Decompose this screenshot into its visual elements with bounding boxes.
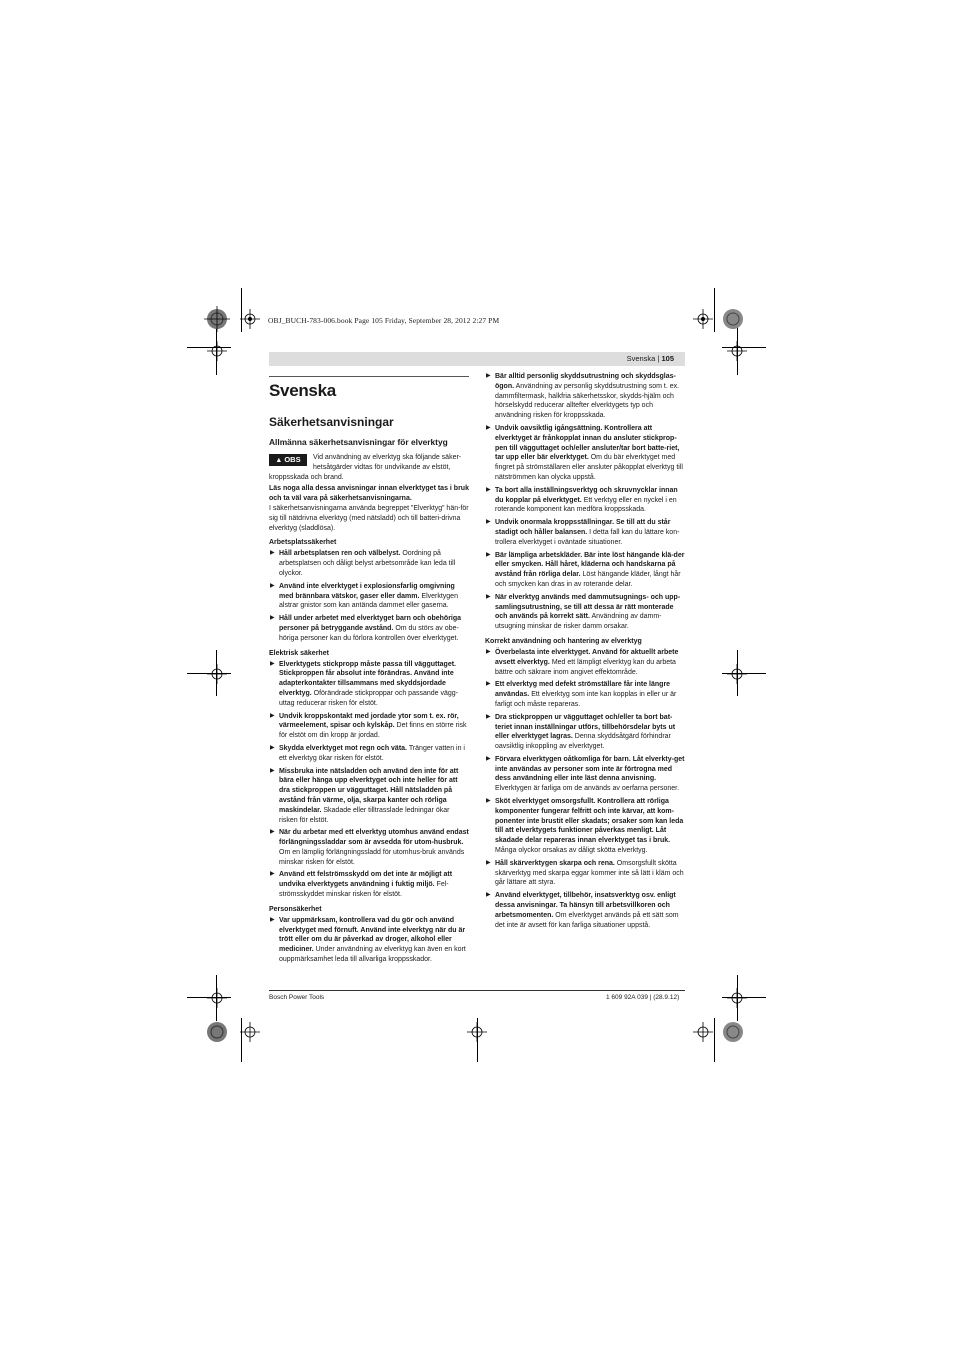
bullet-normal: Oförändrade stickproppar och passande vägg-uttag reducerar risken för elstöt. xyxy=(279,689,458,707)
bullet-text xyxy=(495,372,685,421)
bullet-bold: Använd elverktyget, tillbehör, insatsverktyg osv. enligt dessa anvisningar. Ta hänsyn till arbetsvillkoren och arbetsmomenten. xyxy=(495,892,676,919)
registration-crosshair-icon xyxy=(727,988,747,1008)
bullet-normal: Många olyckor orsakas av dåligt skötta elverktyg. xyxy=(495,847,648,855)
warning-text: Vid användning av elverktyg ska följande säker-hetsåtgärder vidtas för undvikande av elstöt, kroppsskada och brand. xyxy=(269,454,462,481)
bullet-bold: Förvara elverktygen oåtkomliga för barn. Låt elverkty-get inte användas av personer som inte är förtrogna med dess användning eller inte läst denna anvisning. xyxy=(495,755,685,783)
bullet-item xyxy=(269,614,469,643)
bullet-item xyxy=(485,518,685,547)
bullet-bold: Dra stickproppen ur vägguttaget och/eller ta bort bat-teriet innan inställningar utförs, tillbehörsdelar byts ut eller elverktyget lagras. xyxy=(495,713,676,741)
bullet-normal: Användning av personlig skyddsutrustning som t. ex. dammfiltermask, halkfria säkerhetsskor, skydds-hjälm och hörselskydd reducerar alltefter elverktygets typ och användning risken för kroppsskada. xyxy=(495,382,680,420)
section-title: Säkerhetsanvisningar xyxy=(269,415,394,429)
registration-crosshair-icon xyxy=(727,341,747,361)
bullet-arrow-icon: ▶ xyxy=(486,859,491,866)
bullet-arrow-icon: ▶ xyxy=(270,916,275,923)
bullet-arrow-icon: ▶ xyxy=(270,744,275,751)
registration-target-icon xyxy=(204,306,230,332)
bullet-arrow-icon: ▶ xyxy=(486,713,491,720)
footer-brand: Bosch Power Tools xyxy=(269,994,325,1001)
bullet-arrow-icon: ▶ xyxy=(270,550,275,557)
bullet-item xyxy=(485,755,685,794)
bullet-bold: Ett elverktyg med defekt strömställare får inte längre användas. xyxy=(495,681,671,699)
bullet-arrow-icon: ▶ xyxy=(270,871,275,878)
bullet-arrow-icon: ▶ xyxy=(486,648,491,655)
warning-block xyxy=(269,453,469,482)
bullet-text xyxy=(495,486,685,515)
bullet-bold: Undvik oavsiktlig igångsättning. Kontrollera att elverktyget är frånkopplat innan du ansluter stickprop-pen till vägguttaget och/eller ansluter/tar bort batte-riet, tar upp eller bär elverktyget. xyxy=(495,424,680,462)
bullet-bold: Undvik onormala kroppsställningar. Se till att du står stadigt och håller balansen. xyxy=(495,519,671,536)
bullet-item xyxy=(485,859,685,888)
print-info-line: OBJ_BUCH-783-006.book Page 105 Friday, September 28, 2012 2:27 PM xyxy=(268,316,500,325)
bullet-bold: Sköt elverktyget omsorgsfullt. Kontrollera att rörliga komponenter fungerar felfritt och inte kärvar, att kom-ponenter inte brustit eller skadats; orsaker som kan leda till att elverktygets funktioner påverkas menligt. Låt skadade delar repareras innan elverktyget tas i bruk. xyxy=(495,798,684,845)
bullet-bold: Missbruka inte nätsladden och använd den inte för att bära eller hänga upp elverktyget och inte heller för att dra stickproppen ur vägguttaget. Håll nätsladden på avstånd från värme, olja, skarpa kanter och rörliga maskindelar. xyxy=(279,767,459,814)
bullet-bold: Var uppmärksam, kontrollera vad du gör och använd elverktyget med förnuft. Använd inte elverktyg när du är trött eller om du är påverkad av droger, alkohol eller mediciner. xyxy=(279,916,466,954)
header-separator: | xyxy=(655,354,662,363)
registration-crosshair-icon xyxy=(727,664,747,684)
bullet-text xyxy=(495,891,685,930)
bullet-bold: Håll under arbetet med elverktyget barn och obehöriga personer på betryggande avstånd. xyxy=(279,615,462,632)
bullet-bold: Använd ett felströmsskydd om det inte är möjligt att undvika elverktygets användning i fuktig miljö. xyxy=(279,871,453,889)
bullet-item xyxy=(485,486,685,515)
bullet-text xyxy=(495,797,685,856)
bullet-normal: Löst hängande kläder, långt hår och smycken kan dras in av roterande delar. xyxy=(495,571,681,588)
bullet-item xyxy=(269,549,469,578)
registration-crosshair-icon xyxy=(207,664,227,684)
bullet-normal: Fel-strömsskyddet minskar risken för elstöt. xyxy=(279,881,449,899)
subheading: Personsäkerhet xyxy=(269,905,322,913)
registration-crosshair-icon xyxy=(207,988,227,1008)
bullet-normal: I detta fall kan du lättare kon-trollera elverktyget i oväntade situationer. xyxy=(495,528,680,546)
warning-triangle-icon: ▲ xyxy=(275,457,283,464)
bullet-normal: Elverktygen alstrar gnistor som kan antända dammet eller gaserna. xyxy=(279,592,458,610)
bullet-arrow-icon: ▶ xyxy=(486,486,491,493)
registration-crosshair-icon xyxy=(207,341,227,361)
bullet-text xyxy=(495,593,685,632)
registration-crosshair-icon xyxy=(467,1022,487,1042)
bullet-item xyxy=(485,680,685,709)
bullet-text xyxy=(495,648,685,677)
page-title: Svenska xyxy=(269,381,336,400)
bullet-text xyxy=(495,859,685,888)
bullet-arrow-icon: ▶ xyxy=(270,615,275,622)
bullet-normal: Elverktygen är farliga om de används av oerfarna personer. xyxy=(495,785,680,793)
bullet-arrow-icon: ▶ xyxy=(270,829,275,836)
bullet-text xyxy=(495,551,685,590)
bullet-arrow-icon: ▶ xyxy=(270,712,275,719)
right-sections xyxy=(485,372,685,930)
bullet-bold: Använd inte elverktyget i explosionsfarlig omgivning med brännbara vätskor, gaser eller damm. xyxy=(279,582,455,600)
bullet-normal: Ett verktyg eller en nyckel i en roterande komponent kan medföra kroppsskada. xyxy=(495,496,677,514)
header-bar xyxy=(269,352,685,366)
bullet-arrow-icon: ▶ xyxy=(486,755,491,762)
bullet-text xyxy=(279,549,469,578)
bullet-text xyxy=(279,744,469,764)
bullet-arrow-icon: ▶ xyxy=(486,892,491,899)
bullet-arrow-icon: ▶ xyxy=(270,582,275,589)
intro-bold: Läs noga alla dessa anvisningar innan elverktyget tas i bruk och ta väl vara på säkerhetsanvisningarna. xyxy=(269,485,469,503)
bullet-text xyxy=(495,713,685,752)
bullet-text xyxy=(495,755,685,794)
bullet-text xyxy=(495,518,685,547)
subheading: Korrekt användning och hantering av elverktyg xyxy=(485,637,642,645)
bullet-bold: Håll arbetsplatsen ren och välbelyst. xyxy=(279,550,401,558)
bullet-arrow-icon: ▶ xyxy=(270,767,275,774)
bullet-normal: Ett elverktyg som inte kan kopplas in eller ur är farligt och måste repareras. xyxy=(495,691,677,708)
bullet-normal: Om du bär elverktyget med fingret på strömställaren eller ansluter påkopplat elverktyg till nätströmmen kan olycka uppstå. xyxy=(495,454,683,481)
registration-crosshair-icon xyxy=(693,309,713,329)
bullet-item xyxy=(485,372,685,421)
intro-text: I säkerhetsanvisningarna använda begreppet ”Elverktyg” hän-för sig till nätdrivna elverktyg (med nätsladd) och till batteri-drivna elverktyg (sladdlösa). xyxy=(269,504,469,532)
bullet-arrow-icon: ▶ xyxy=(486,424,491,431)
registration-crosshair-icon xyxy=(693,1022,713,1042)
bullet-bold: Ta bort alla inställningsverktyg och skruvnycklar innan du kopplar på elverktyget. xyxy=(495,486,678,504)
bullet-item xyxy=(485,713,685,752)
registration-target-icon xyxy=(720,1019,746,1045)
bullet-arrow-icon: ▶ xyxy=(486,551,491,558)
subheading: Elektrisk säkerhet xyxy=(269,649,329,657)
bullet-item xyxy=(269,582,469,611)
bullet-item xyxy=(485,797,685,856)
registration-crosshair-icon xyxy=(240,309,260,329)
bullet-bold: Överbelasta inte elverktyget. Använd för aktuellt arbete avsett elverktyg. xyxy=(495,648,679,666)
bullet-bold: Elverktygets stickpropp måste passa till vägguttaget. Stickproppen får absolut inte förändras. Använd inte adapterkontakter tillsammans med skyddsjordade elverktyg. xyxy=(279,660,457,697)
page-header xyxy=(627,354,674,363)
bullet-item xyxy=(485,424,685,483)
bullet-normal: Om en lämplig förlängningssladd för utomhus-bruk används minskar risken för elstöt. xyxy=(279,848,465,866)
bullet-normal: Oordning på arbetsplatsen och dåligt belyst arbetsområde kan leda till olyckor. xyxy=(279,550,456,577)
bullet-arrow-icon: ▶ xyxy=(486,373,491,379)
bullet-text xyxy=(279,916,469,965)
bullet-normal: Om du störs av obe-höriga personer kan du förlora kontrollen över elverktyget. xyxy=(279,624,459,642)
header-language: Svenska xyxy=(626,354,656,363)
bullet-bold: Undvik kroppskontakt med jordade ytor som t. ex. rör, värmeelement, spisar och kylskåp. xyxy=(279,712,459,730)
bullet-item xyxy=(269,870,469,899)
subheading: Arbetsplatssäkerhet xyxy=(269,539,337,547)
bullet-item xyxy=(269,660,469,709)
bullet-normal: Tränger vatten in i ett elverktyg ökar risken för elstöt. xyxy=(279,744,465,762)
page-number: 105 xyxy=(661,354,674,363)
bullet-text xyxy=(279,614,469,643)
footer-doc-number: 1 609 92A 039 | (28.9.12) xyxy=(606,994,680,1001)
bullet-bold: När elverktyg används med dammutsugnings- och upp-samlingsutrustning, se till att dessa är rätt monterade och används på korrekt sätt. xyxy=(495,593,681,621)
bullet-bold: Bär lämpliga arbetskläder. Bär inte löst hängande klä-der eller smycken. Håll håret, kläderna och handskarna på avstånd från rörliga delar. xyxy=(495,551,685,579)
bullet-bold: Skydda elverktyget mot regn och väta. xyxy=(279,744,407,752)
bullet-item xyxy=(485,648,685,677)
bullet-bold: Håll skärverktygen skarpa och rena. xyxy=(495,859,615,867)
registration-target-icon xyxy=(204,1019,230,1045)
bullet-arrow-icon: ▶ xyxy=(486,798,491,805)
bullet-bold: Bär alltid personlig skyddsutrustning och skyddsglas-ögon. xyxy=(495,373,676,390)
bullet-item xyxy=(269,712,469,741)
registration-target-icon xyxy=(720,306,746,332)
bullet-bold: När du arbetar med ett elverktyg utomhus använd endast förlängningssladdar som är avsedda för utom-husbruk. xyxy=(279,829,469,847)
bullet-item xyxy=(485,891,685,930)
bullet-normal: Omsorgsfullt skötta skärverktyg med skarpa eggar kommer inte så lätt i kläm och går lättare att styra. xyxy=(495,859,684,887)
subsection-title: Allmänna säkerhetsanvisningar för elverktyg xyxy=(269,437,448,447)
bullet-normal: Användning av damm-utsugning minskar de risker damm orsakar. xyxy=(495,613,662,631)
registration-crosshair-icon xyxy=(240,1022,260,1042)
bullet-arrow-icon: ▶ xyxy=(270,660,275,667)
bullet-text xyxy=(495,680,685,709)
right-column xyxy=(485,372,685,933)
bullet-text xyxy=(279,660,469,709)
warning-badge xyxy=(269,454,307,466)
bullet-item xyxy=(485,593,685,632)
bullet-normal: Denna skyddsåtgärd förhindrar oavsiktlig inkoppling av elverktyget. xyxy=(495,733,671,751)
bullet-normal: Med ett lämpligt elverktyg kan du arbeta bättre och säkrare inom angivet effektområde. xyxy=(495,658,676,676)
crop-line xyxy=(714,1018,715,1062)
bullet-text xyxy=(279,767,469,826)
bullet-text xyxy=(279,870,469,899)
bullet-item xyxy=(269,767,469,826)
left-sections xyxy=(269,539,469,964)
bullet-normal: Under användning av elverktyg kan även en kort ouppmärksamhet leda till allvarliga kroppsskador. xyxy=(279,946,466,964)
bullet-normal: Skadade eller tilltrasslade ledningar ökar risken för elstöt. xyxy=(279,806,450,824)
bullet-text xyxy=(495,424,685,483)
bullet-item xyxy=(269,828,469,867)
bullet-arrow-icon: ▶ xyxy=(486,519,491,526)
bullet-text xyxy=(279,828,469,867)
footer-rule xyxy=(269,990,685,991)
bullet-arrow-icon: ▶ xyxy=(486,681,491,688)
bullet-normal: Om elverktyget används på ett sätt som det inte är avsett för kan farliga situationer uppstå. xyxy=(495,911,679,929)
warning-badge-label: OBS xyxy=(284,455,301,464)
bullet-text xyxy=(279,582,469,611)
left-column xyxy=(269,376,469,968)
bullet-text xyxy=(279,712,469,741)
bullet-normal: Det finns en större risk för elstöt om din kropp är jordad. xyxy=(279,722,467,740)
bullet-item xyxy=(485,551,685,590)
crop-line xyxy=(714,288,715,332)
bullet-item xyxy=(269,744,469,764)
bullet-arrow-icon: ▶ xyxy=(486,593,491,600)
bullet-item xyxy=(269,916,469,965)
title-rule xyxy=(269,376,469,377)
